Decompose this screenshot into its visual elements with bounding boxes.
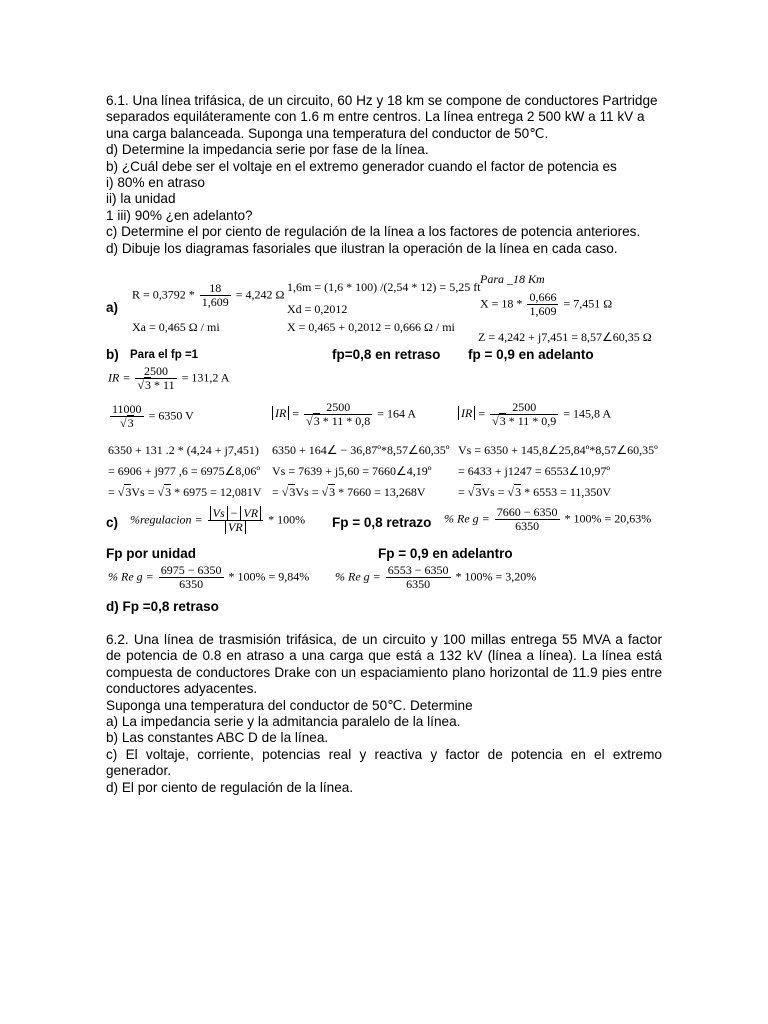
heading-fp-unity: Fp por unidad [106, 546, 196, 561]
text-line: d) El por ciento de regulación de la línea. [106, 779, 354, 795]
text-line: d) Determine la impedancia serie por fase de la línea. [106, 142, 429, 158]
sending-voltage-step2-leading: = 6433 + j1247 = 6553∠10,97º [458, 464, 611, 478]
part-c-label: c) [106, 515, 119, 530]
fraction: $\frac{Vs - VR}{VR}$ [208, 507, 263, 534]
text-line: separados equiláteramente con 1.6 m entre centros. La línea entrega 2 500 kW a 11 kV a [106, 109, 645, 125]
column-head-lagging-pf: fp=0,8 en retraso [332, 347, 441, 362]
text-line: compuesta de conductores Drake con un espaciamiento plano horizontal de 11.9 pies entre [106, 664, 662, 680]
sending-voltage-step1-lagging: 6350 + 164∠ − 36,87º*8,57∠60,35º [272, 443, 450, 457]
fraction: $\frac{2500}{√3 * 11 * 0,8}$ [306, 400, 371, 428]
sending-voltage-step2-unity: = 6906 + j977 ,6 = 6975∠8,06º [108, 464, 261, 478]
line-voltage-leading: = √3Vs = √3 * 6553 = 11,350V [458, 485, 612, 499]
text-line: 6.2. Una línea de trasmisión trifásica, de un circuito y 100 millas entrega 55 MVA a factor [106, 632, 662, 647]
current-magnitude-lagging: IR = $\frac{2500}{√3 * 11 * 0,8}$ = 164 A [272, 401, 416, 428]
text-line: a) La impedancia serie y la admitancia paralelo de la línea. [106, 714, 461, 730]
fraction: $\frac{7660 - 6350}{6350}$ [496, 505, 558, 533]
heading-fp-09-leading: Fp = 0,9 en adelantro [378, 546, 513, 561]
sending-voltage-step1-unity: 6350 + 131 .2 * (4,24 + j7,451) [108, 443, 259, 457]
column-head-unity-pf: Para el fp =1 [130, 349, 199, 361]
sending-voltage-step2-lagging: Vs = 7639 + j5,60 = 7660∠4,19º [272, 464, 432, 478]
text-line: Suponga una temperatura del conductor de 50℃. Determine [106, 697, 473, 713]
current-magnitude-leading: IR = $\frac{2500}{√3 * 11 * 0,9}$ = 145,8 A [458, 401, 611, 428]
part-d-label: d) Fp =0,8 retraso [106, 599, 219, 614]
fraction: $\frac{2500}{√3 * 11}$ [137, 364, 175, 392]
line-voltage-lagging: = √3Vs = √3 * 7660 = 13,268V [272, 485, 426, 499]
text-line: c) El voltaje, corriente, potencias real y reactiva y factor de potencia en el extremo [106, 746, 662, 762]
heading-fp-08-lagging: Fp = 0,8 retrazo [332, 515, 432, 530]
fraction: $\frac{2500}{√3 * 11 * 0,9}$ [492, 400, 557, 428]
regulation-formula: %regulacion = $\frac{Vs - VR}{VR}$ * 100% [130, 506, 306, 534]
impedance-equation: Z = 4,242 + j7,451 = 8,57∠60,35 Ω [478, 330, 652, 344]
text-line: b) ¿Cuál debe ser el voltaje en el extremo generador cuando el factor de potencia es [106, 158, 617, 174]
x-sum-equation: X = 0,465 + 0,2012 = 0,666 Ω / mi [287, 320, 455, 334]
reactance-equation: X = 18 * $\frac{0,666}{1,609}$ = 7,451 Ω [480, 290, 613, 318]
resistance-equation: R = 0,3792 * $\frac{18}{1,609}$ = 4,242 Ω [132, 281, 285, 309]
text-line: de potencia de 0.8 en atraso a una carga que está a 132 kV (línea a línea). La línea está [106, 648, 662, 664]
column-head-leading-pf: fp = 0,9 en adelanto [468, 347, 594, 362]
sending-voltage-step1-leading: Vs = 6350 + 145,8∠25,84º*8,57∠60,35º [458, 443, 658, 457]
regulation-09-leading: % Re g = $\frac{6553 - 6350}{6350}$ * 100% = 3,20% [335, 563, 537, 591]
part-b-label: b) [106, 347, 119, 362]
regulation-unity: % Re g = $\frac{6975 - 6350}{6350}$ * 100% = 9,84% [108, 563, 310, 591]
fraction: $\frac{11000}{√3}$ [112, 402, 142, 430]
text-line: generador. [106, 763, 172, 779]
meters-to-feet-conversion: 1,6m = (1,6 * 100) /(2,54 * 12) = 5,25 ft [287, 280, 481, 294]
problem-6-1-statement [106, 93, 662, 257]
fraction: $\frac{6975 - 6350}{6350}$ [160, 563, 222, 591]
fraction: $\frac{18}{1,609}$ [201, 281, 229, 309]
text-line: conductores adyacentes. [106, 681, 258, 697]
para-18km-label: Para _18 Km [480, 272, 545, 286]
text-line: c) Determine el por ciento de regulación de la línea a los factores de potencia anteriores. [106, 224, 641, 240]
phase-voltage-equation: $\frac{11000}{√3}$ = 6350 V [112, 402, 194, 430]
text-line: i) 80% en atraso [106, 175, 205, 191]
xd-equation: Xd = 0,2012 [287, 302, 348, 316]
fraction: $\frac{6553 - 6350}{6350}$ [387, 563, 449, 591]
text-line: 1 iii) 90% ¿en adelanto? [106, 207, 253, 223]
problem-6-2-statement [106, 632, 662, 796]
regulation-08-lagging: % Re g = $\frac{7660 - 6350}{6350}$ * 100% = 20,63% [444, 505, 652, 533]
line-voltage-unity: = √3Vs = √3 * 6975 = 12,081V [108, 485, 262, 499]
part-a-label: a) [106, 300, 119, 315]
xa-equation: Xa = 0,465 Ω / mi [132, 320, 220, 334]
text-line: 6.1. Una línea trifásica, de un circuito, 60 Hz y 18 km se compone de conductores Partridge [106, 93, 658, 108]
text-line: una carga balanceada. Suponga una temperatura del conductor de 50℃. [106, 125, 549, 141]
text-line: d) Dibuje los diagramas fasoriales que ilustran la operación de la línea en cada caso. [106, 240, 618, 256]
text-line: b) Las constantes ABC D de la línea. [106, 730, 329, 746]
receiving-current-equation: IR = $\frac{2500}{√3 * 11}$ = 131,2 A [108, 364, 230, 392]
fraction: $\frac{0,666}{1,609}$ [529, 290, 557, 318]
text-line: ii) la unidad [106, 191, 176, 207]
